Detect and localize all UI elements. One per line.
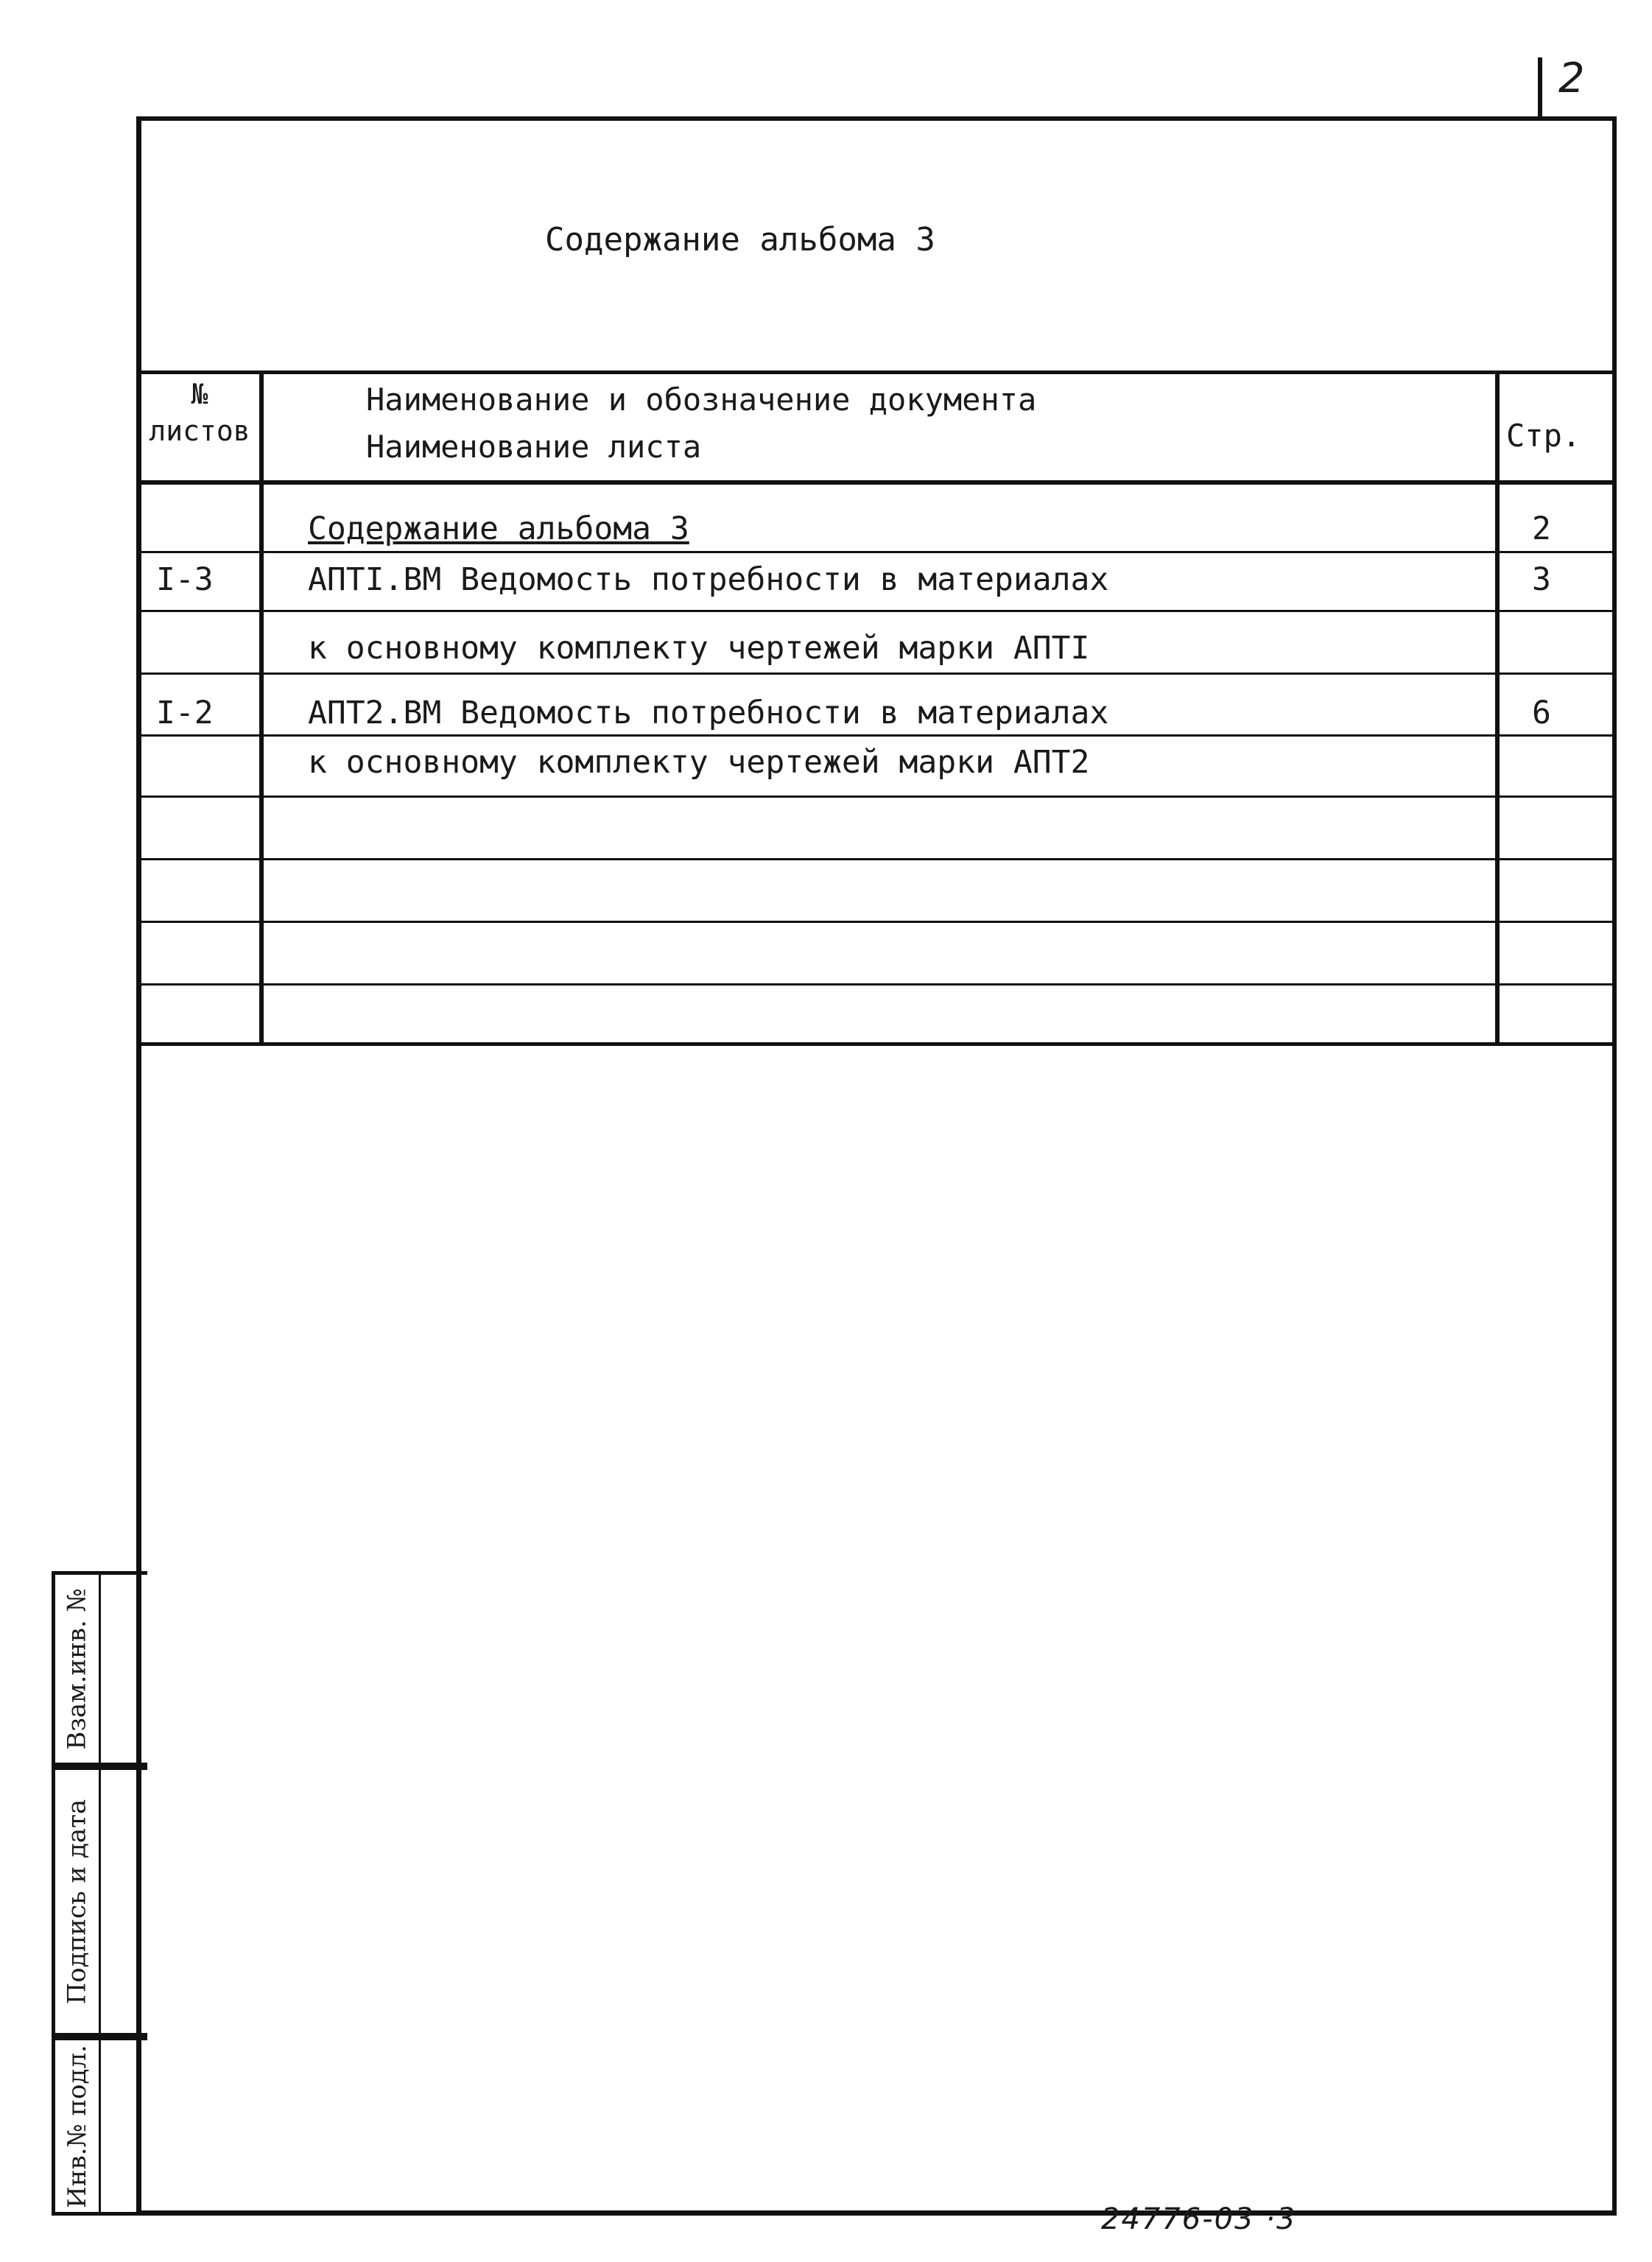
row-4-name: к основному комплекту чертежей марки АПТ2 [308,744,1090,781]
stamp-replacement-inv [52,1571,147,1766]
sheet-number: 2 [1558,55,1585,102]
row-divider [136,734,1617,737]
row-divider [136,672,1617,675]
row-divider [136,983,1617,986]
row-2-name: к основному комплекту чертежей марки АПТI [308,630,1090,667]
document-code: 24776-03 ·3 [1101,2202,1297,2236]
header-name-line2: Наименование листа [366,429,702,465]
row-divider [136,795,1617,798]
row-0-page: 2 [1532,510,1551,547]
stamp-signature-date [52,1766,147,2037]
stamp-original-inv-label: Инв.№ подл. [62,2044,92,2208]
row-1-name: АПТI.ВМ Ведомость потребности в материалах [308,561,1109,598]
stamp-original-inv [52,2037,147,2216]
header-sheets-label: № листов [149,378,250,447]
column-divider-sheets [259,370,264,1044]
row-divider [136,551,1617,553]
stamp-replacement-inv-label: Взам.инв. № [62,1587,92,1750]
stamp-original-inv-label-cell [55,2040,101,2212]
row-0-name: Содержание альбома 3 [308,510,689,547]
table-bottom-border [136,1042,1617,1046]
stamp-signature-date-label-cell [55,1770,101,2033]
row-divider [136,610,1617,612]
stamp-replacement-inv-label-cell [55,1575,101,1763]
header-name-line1: Наименование и обозначение документа [366,382,1037,418]
page-title: Содержание альбома 3 [545,221,935,259]
row-3-sheets: I-2 [156,695,214,731]
row-3-name: АПТ2.ВМ Ведомость потребности в материалах [308,695,1109,731]
header-bottom-border [136,480,1617,485]
header-sheets [141,376,258,449]
row-3-page: 6 [1532,695,1551,731]
header-page: Стр. [1506,418,1581,454]
row-1-page: 3 [1532,561,1551,598]
row-1-sheets: I-3 [156,561,214,598]
row-divider [136,921,1617,923]
table-top-border [136,370,1617,374]
sheet-number-divider [1538,57,1542,116]
row-divider [136,858,1617,860]
document-frame [136,116,1617,2216]
column-divider-page [1495,370,1500,1044]
stamp-signature-date-label: Подпись и дата [62,1799,92,2004]
